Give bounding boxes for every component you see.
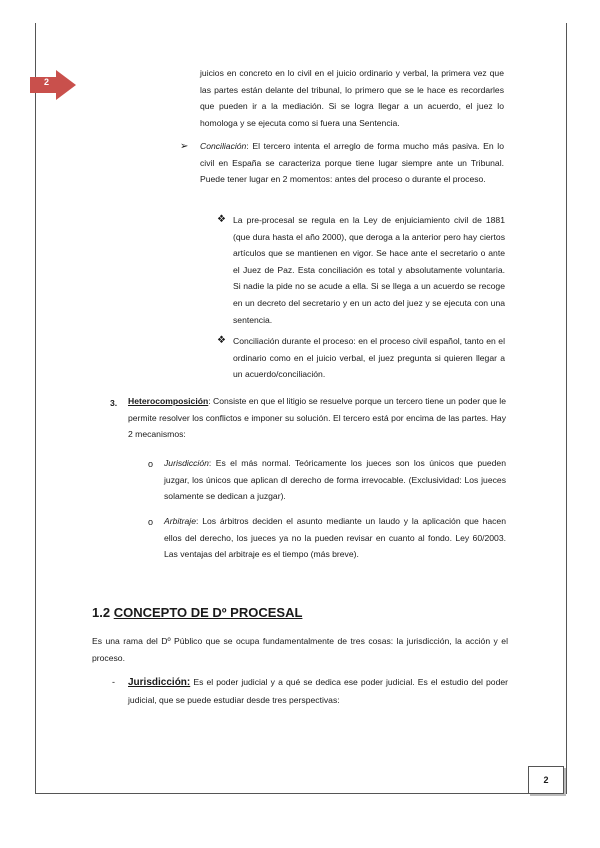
section-number: 1.2 xyxy=(92,605,111,620)
section-intro: Es una rama del Dº Público que se ocupa fundamentalmente de tres cosas: la jurisdicción, la acción y el proceso. xyxy=(92,636,508,663)
arbitraje-term: Arbitraje xyxy=(164,516,196,526)
conciliacion-text: : El tercero intenta el arreglo de forma mucho más pasiva. En lo civil en España se caracteriza porque tiene lugar siempre ante un Tribunal. Puede tener lugar en 2 momentos: antes del proceso o durante el proceso. xyxy=(200,141,504,185)
jurisdiccion-paragraph xyxy=(164,455,506,505)
section-heading xyxy=(92,605,302,620)
intro-continuation: juicios en concreto en lo civil en el juicio ordinario y verbal, la primera vez que las partes están delante del tribunal, lo primero que se le hace es recordarles que pueden ir a la mediación. Si se logra llegar a un acuerdo, el juez lo homologa y se ejecuta como si fuera una Sentencia. xyxy=(200,68,504,128)
page-tab-arrow xyxy=(30,70,76,100)
jurisdiccion-section-paragraph xyxy=(128,674,508,708)
conciliacion-term: Conciliación xyxy=(200,141,247,151)
dash-bullet-icon: - xyxy=(112,677,115,687)
jurisdiccion-section-text: Es el poder judicial y a qué se dedica ese poder judicial. Es el estudio del poder judicial, que se puede estudiar desde tres perspectivas: xyxy=(128,677,508,705)
circle-bullet-icon: o xyxy=(148,517,154,527)
conciliacion-durante-paragraph: Conciliación durante el proceso: en el proceso civil español, tanto en el ordinario como en el juicio verbal, el juez pregunta si quieren llegar a un acuerdo/conciliación. xyxy=(233,336,505,380)
page-number-footer xyxy=(528,766,564,794)
heterocomposicion-term: Heterocomposición xyxy=(128,396,209,406)
section-title: CONCEPTO DE Dº PROCESAL xyxy=(113,605,303,620)
heterocomposicion-paragraph xyxy=(128,393,506,443)
preprocesal-paragraph: La pre-procesal se regula en la Ley de enjuiciamiento civil de 1881 (que dura hasta el año 2000), que deroga a la anterior pero hay ciertos artículos que se mantienen en vigor. Se hace ante el secretario o ante el Juez de Paz. Esta conciliación es total y absolutamente voluntaria. Si nadie la pide no se acude a ella. Si se llega a un acuerdo se recoge en un decreto del secretario y en un acto del juez y se ejecuta con una sentencia. xyxy=(233,215,505,325)
footer-page-number: 2 xyxy=(543,775,549,785)
arrow-bullet-icon: ➢ xyxy=(180,141,189,152)
jurisdiccion-term: Jurisdicción xyxy=(164,458,209,468)
heterocomposicion-text: : Consiste en que el litigio se resuelve porque un tercero tiene un poder que le permite resolver los conflictos e imponer su solución. El tercero está por encima de las partes. Hay 2 mecanismos: xyxy=(128,396,506,440)
conciliacion-paragraph xyxy=(200,138,504,188)
diamond-bullet-icon: ❖ xyxy=(217,214,226,225)
arbitraje-paragraph xyxy=(164,513,506,563)
jurisdiccion-text: : Es el más normal. Teóricamente los jueces son los únicos que pueden juzgar, los únicos que aplican dl derecho de forma irrevocable. (Exclusividad: Los jueces solamente se dedican a juzgar). xyxy=(164,458,506,502)
page-tab-number: 2 xyxy=(44,77,50,87)
diamond-bullet-icon: ❖ xyxy=(217,335,226,346)
circle-bullet-icon: o xyxy=(148,459,154,469)
heterocomposicion-number: 3. xyxy=(110,398,118,408)
arbitraje-text: : Los árbitros deciden el asunto mediante un laudo y la aplicación que hacen ellos del derecho, los jueces ya no la pueden revisar en cuanto al fondo. Ley 60/2003. Las ventajas del arbitraje es el tiempo (más breve). xyxy=(164,516,506,560)
jurisdiccion-section-term: Jurisdicción: xyxy=(128,677,191,688)
